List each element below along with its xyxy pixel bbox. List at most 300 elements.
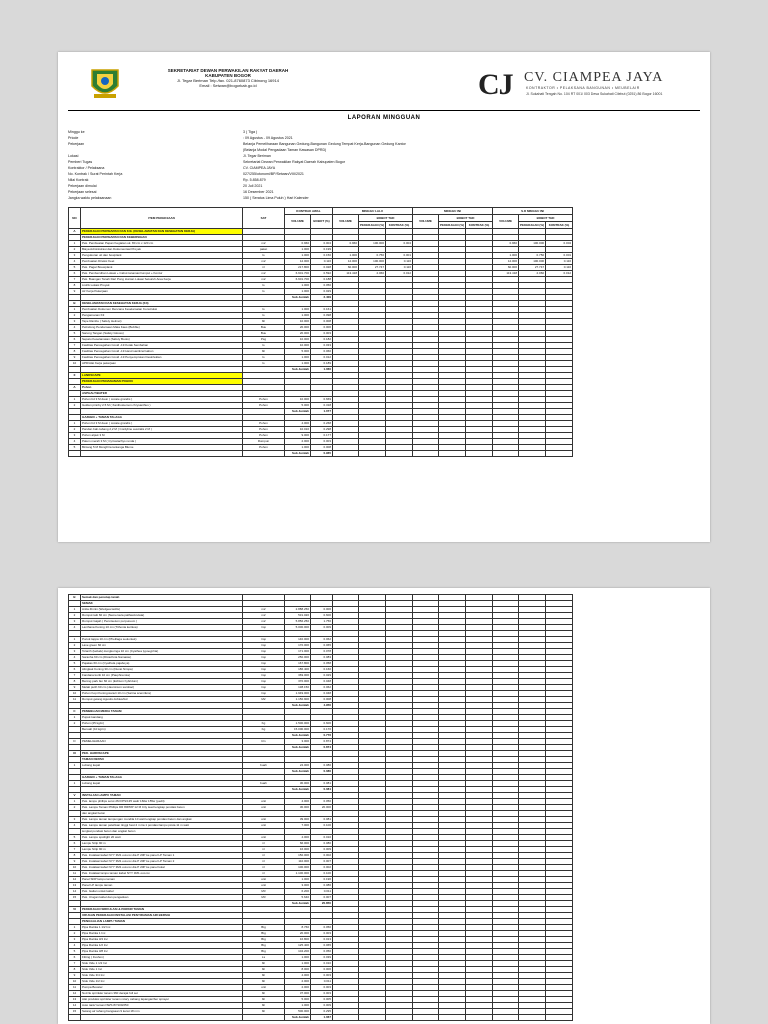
cell-no: 8 [69,853,81,859]
cell-sat [243,1015,285,1021]
cell-sat: m' [243,265,285,271]
cell-no: 6 [69,337,81,343]
cell-item: Tape Rambu ( Safety Helmet) [81,319,243,325]
cell-no: 1 [69,421,81,427]
cell-item: APD/Alat Kerja pekerjaan [81,361,243,367]
cell-item: Pek. Galian untuk kabel [81,889,243,895]
info-value: Belanja Pemeliharaan Bangunan Gedung-Bangunan Gedung Tempat Kerja-Bangunan Gedung Kantor [243,142,406,146]
cell-no: 10 [69,691,81,697]
cell-item: Bening park fan 60 cm (Echium hybridum) [81,679,243,685]
cell-no: 11 [69,871,81,877]
cell-no: 3 [69,817,81,823]
cell-v: 2.888.250 [285,607,311,613]
table-body [69,229,573,457]
cell-lp: 2.060 [359,271,386,277]
government-address-block [138,68,318,88]
cell-item: Sepatu Keselamatan (Safety Boots) [81,337,243,343]
cell-no: 8 [69,349,81,355]
company-address: Jl. Sukahati Tengah No. 104 RT 001/ 003 Desa Sukahati Cilebut (0251) 86 Bogor 16001 [526,92,663,96]
cell-item: Lampu Strip 90 m [81,847,243,853]
cell-no: III [69,751,81,757]
cell-sat: Pohon [243,421,285,427]
cell-v: 4.000 [285,421,311,427]
cell-v: 9.000 [285,433,311,439]
cell-b: 1.067 [311,1015,333,1021]
cell-v: 3.000 [285,883,311,889]
cell-no: A [69,385,81,391]
project-info [68,129,700,207]
cell-v: 6.601.700 [285,271,311,277]
cell-no: 4 [69,325,81,331]
cell-item: Pek. lampu phillips sorot 2M FPS/135 watt/ 160w 155w (pedit) [81,799,243,805]
info-label: Nilai Kontrak [68,178,89,182]
cell-no: 2 [69,805,81,811]
cell-no: 4 [69,625,81,631]
cell-sat: rmp [243,685,285,691]
cell-item: Pek. Pembersihan Lokasi + Cabut tanaman/rumput + Kontur [81,271,243,277]
cell-ip [439,1015,466,1021]
report-title: LAPORAN MINGGUAN [347,115,421,121]
cell-no: 6 [69,667,81,673]
cell-no: 1 [69,397,81,403]
progress-table-page-2 [68,594,573,1021]
cell-b: 0.006 [311,967,333,973]
cell-no: 1 [69,637,81,643]
cell-b: 0.062 [311,637,333,643]
cell-b: 0.776 [311,733,333,739]
cell-v: 1.000 [285,247,311,253]
cell-v: 8.000 [285,967,311,973]
cell-no: 1 [69,241,81,247]
cell-no: 7 [69,343,81,349]
cell-b: 0.062 [311,685,333,691]
cell-no: 7 [69,673,81,679]
info-label: Pekerjaan dimulai [68,184,97,188]
cell-sat: buah [243,781,285,787]
col-sd-minggu-ini: S.D MINGGU INI [493,208,573,215]
cell-item: GAZEBO + TAMAN TALAGA [81,775,243,781]
cell-v: 1.100.000 [285,871,311,877]
cell-item: Auto tank/ taman NWS 87/100/250 [81,1003,243,1009]
cell-no: 10 [69,865,81,871]
cell-item: Pek. Lampu spotlight 20 watt [81,835,243,841]
cell-sat: Psg [243,337,285,343]
cell-sat: m2 [243,613,285,619]
cell-lk: 0.001 [386,253,413,259]
cell-b: 0.295 [311,1009,333,1015]
cell-v: 20.000 [285,325,311,331]
info-value: Rp. 5.858.879 [243,178,266,182]
cell-item: Pembuatan Dokumen Rencana Keselamatan Konstruksi [81,307,243,313]
cell-b: 0.080 [311,769,333,775]
cell-item: Pompa Booster [81,985,243,991]
cell-item: PENGGALIAN LAMPU TAMAN [81,919,243,925]
cell-b: 0.011 [311,979,333,985]
cell-item: lengkat pondasi beton dan angkat beton [81,829,243,835]
cell-v: 150.000 [285,853,311,859]
cell-b: 0.048 [311,691,333,697]
info-label: Jangka waktu pelaksanaan [68,196,112,200]
cell-sat: Btg [243,925,285,931]
cell-no: 9 [69,859,81,865]
cell-v: 20.000 [285,331,311,337]
cell-lv: 0.960 [333,241,359,247]
info-label: Pekerjaan selesai [68,190,97,194]
cell-b: 1.077 [311,409,333,415]
cell-sat: unit [243,823,285,829]
cell-item: Pupuk kandang [81,715,243,721]
cell-sat: m' [243,847,285,853]
cell-v: 15.000.000 [285,727,311,733]
cell-v: 369.000 [285,673,311,679]
col-bobot-thd: BOBOT THD [519,215,573,222]
cell-item: Pohon bd 3 M daun ( cocate grandis ) [81,397,243,403]
cell-item: Pipa Rucika 3/8 Inc [81,949,243,955]
cell-no: 12 [69,877,81,883]
regency-emblem-icon [88,68,122,100]
cell-sp: 100.000 [519,259,546,265]
cell-v: 370.000 [285,679,311,685]
cell-v: 12.000 [285,259,311,265]
cell-item: Pek. Buangan Tanah Dari Pong Hunian Lokasi Sekuruh Area Kerja [81,277,243,283]
cell-b: 0.177 [311,433,333,439]
cell-v: 37.000 [285,991,311,997]
cell-b: 0.048 [311,679,333,685]
cell-no: 5 [69,835,81,841]
cell-b: 0.010 [311,961,333,967]
cell-item: Fasilitas Pencegahan Covid -19 Kotak Sembahan [81,343,243,349]
cell-sat: unit [243,835,285,841]
cell-no: 3 [69,649,81,655]
cell-b: 0.086 [311,883,333,889]
cell-sat: bh [243,973,285,979]
cell-b: 0.669 [311,397,333,403]
cell-v: 4.000 [285,973,311,979]
cell-item: Stok Vide 1/2 Inc [81,979,243,985]
cell-sat: Btg [243,943,285,949]
info-label: Lokasi [68,154,79,158]
cell-lv: 113.418 [333,271,359,277]
cell-item: Pek. Pagar Bouwplank [81,265,243,271]
cell-sat [243,451,285,457]
cell-item: PEKERJAAN PERSIAPAN DAN KEBERSIHAN [81,235,243,241]
cell-item: Palem merah 3 M ( Cyrtostachys renda ) [81,439,243,445]
cell-b: 0.007 [311,895,333,901]
col-bobot: BOBOT (%) [311,215,333,229]
cell-no: B [69,595,81,601]
cell-item: Listrik Lokasi Proyek [81,283,243,289]
cell-no: VI [69,907,81,913]
cell-b: 0.007 [311,859,333,865]
cell-sat: Ls [243,955,285,961]
cell-b: 0.058 [311,661,333,667]
cell-b: 0.874 [311,739,333,745]
cell-lp: 27.747 [359,265,386,271]
cell-item: Pipa Rucika 1 1/2 Inc [81,925,243,931]
info-label: Kontraktor / Pelaksana [68,166,105,170]
cell-v: 6.601.700 [285,277,311,283]
cell-item: Golden pinnby 2.5 M ( Xanthostemon chrysanthus ) [81,403,243,409]
cell-no: 2 [69,247,81,253]
cell-v: 1.000 [285,1003,311,1009]
cell-item: Pengukuran uit dan bowplank [81,253,243,259]
cell-no: 1 [69,763,81,769]
cell-b: 0.083 [311,655,333,661]
cell-item: Panel LP lampu taman [81,883,243,889]
cell-v: 1.949.000 [285,691,311,697]
cell-v: 140.000 [285,637,311,643]
cell-v: 16.800 [285,937,311,943]
cell-b: 0.160 [311,667,333,673]
col-kontrak: KONTRAK (%) [386,222,413,229]
info-value: Sekretariat Dewan Perwakilan Rakyat Daerah Kabupaten Bogor [243,160,346,164]
info-label: Pekerjaan [68,142,85,146]
company-tagline: KONTRAKTOR • PELAKSANA BANGUNAN • MEUBELAIR [526,86,640,90]
cell-item: Pembuatan Direksi Keet [81,259,243,265]
cell-v: 1.000 [285,955,311,961]
cell-item: Pelindung Pendamaan Mata Kaus (Bubble) [81,325,243,331]
cell-no: 4 [69,943,81,949]
cell-sat: Pohon [243,403,285,409]
cell-sat: m' [243,859,285,865]
cell-lp: 100.000 [359,259,386,265]
cell-b: 0.182 [311,337,333,343]
cell-no: 1 [69,607,81,613]
cell-no: 4 [69,655,81,661]
info-label: Pemberi Tugas [68,160,93,164]
cell-sat: ls [243,361,285,367]
cell-no: 1 [69,307,81,313]
cell-item: Pek. Pembuatan Papan Kegiatan uk. 80 cm x 120 cm [81,241,243,247]
cell-no: 2 [69,313,81,319]
cell-b: 0.065 [311,643,333,649]
cell-v: Sub Jumlah [285,295,311,301]
cell-sat: unit [243,883,285,889]
cell-v: Sub Jumlah [285,787,311,793]
cell-lv: 1.000 [333,253,359,259]
cell-b: 0.081 [311,781,333,787]
cell-sv: 1.000 [493,253,519,259]
cell-item: Saranha 60 cm (Dicachnia Namaste) [81,655,243,661]
cell-sat: ls [243,253,285,259]
cell-v: 167.800 [285,661,311,667]
cell-sat: unit [243,877,285,883]
cell-no: 4 [69,823,81,829]
cell-b: 0.161 [311,307,333,313]
cell-no: 1 [69,799,81,805]
cell-b: 0.050 [311,925,333,931]
cell-no: 1 [69,781,81,787]
cell-no: 14 [69,889,81,895]
cell-no: 8 [69,283,81,289]
cell-lk: 0.116 [386,259,413,265]
cell-v: 531.020 [285,613,311,619]
cell-item: Pohon (25 kg/m) [81,721,243,727]
cell-v: Sub Jumlah [285,409,311,415]
cell-v: 110.000 [285,859,311,865]
cell-sk: 0.004 [546,241,573,247]
cell-v: 1.000 [285,307,311,313]
cell-item: PEKERJAAN PERSIAPAN DAN K3L (KESELAMATAN DAN KESEHATAN KERJA) [81,229,243,235]
cell-b: 0.004 [311,241,333,247]
cell-b: 0.150 [311,253,333,259]
cell-sat: m2 [243,259,285,265]
cell-item: Pandan bali cabang 2,2 M ( Cordyline australis 2 M ) [81,427,243,433]
cell-no: 15 [69,895,81,901]
col-no: NO [69,208,81,229]
cell-sat: unit [243,805,285,811]
cell-sp: 27.747 [519,265,546,271]
cell-v: 30.000 [285,805,311,811]
cell-v: 100.000 [285,865,311,871]
cell-sv: 0.960 [493,241,519,247]
cell-item: Alingkak Kuning 30 cm (Ducat Nimpa) [81,667,243,673]
cell-b: 0.050 [311,949,333,955]
cell-no: 6 [69,271,81,277]
cell-v: 30.000 [285,781,311,787]
cell-b: 0.011 [311,889,333,895]
cell-sat: rmp [243,625,285,631]
cell-item: Rumput taiti 60 cm (Nemeroula palifasciculata) [81,613,243,619]
cell-sat: rmp [243,649,285,655]
cell-v: 39.000 [285,817,311,823]
cell-item: Pek. Instalasi kabel NYY 3M1 out-rox dia P 20P ke panel lokal [81,865,243,871]
cell-v: 4.000 [285,799,311,805]
cell-no: 2 [69,643,81,649]
cell-item: Pengamanan K3 [81,313,243,319]
cell-item: Panel SDP lampu taman [81,877,243,883]
cell-item: Stok Vide 1 1/2 Inc [81,961,243,967]
cell-v: 1.000 [285,355,311,361]
cell-sat: bh [243,319,285,325]
cell-item: Nozzle sprinkler tanam 360 derajat full set [81,991,243,997]
cell-item: Pek. Lampu Taman Phillips DR 80PRP 12 M City lead lengkap pondasi beton [81,805,243,811]
col-kontrak-awal: KONTRAK AWAL [285,208,333,215]
cell-v: Sub Jumlah [285,367,311,373]
cell-sat: rmp [243,691,285,697]
cell-item: TAMAN DEPAN [81,757,243,763]
cell-no: 3 [69,319,81,325]
cell-item: Pek. Instalasi kabel NYY 3M1 out-rox dia P 20P ke panel LP Taman 1 [81,853,243,859]
col-volume: VOLUME [413,215,439,229]
cell-b: 0.003 [311,991,333,997]
cell-item [81,451,243,457]
cell-item: Pohon [81,385,243,391]
cell-v: 20.000 [285,931,311,937]
cell-v: 7.000 [285,823,311,829]
cell-b: 20.000 [311,805,333,811]
cell-sat: Btg [243,937,285,943]
cell-sat: bh [243,1009,285,1015]
cell-v: Sub Jumlah [285,451,311,457]
cell-item: KESELAMATAN DAN KESEHATAN KERJA (K3) [81,301,243,307]
cell-sp [519,1015,546,1021]
cell-sv: 12.000 [493,259,519,265]
cell-item: Lampu Strip 90 m [81,841,243,847]
cell-item: Semak dan penutup tanah [81,595,243,601]
cell-no: 4 [69,259,81,265]
cell-item: Pucuk tappa 10 cm (Pheillaga seulontek) [81,637,243,643]
cell-no: 2 [69,427,81,433]
cell-lv [333,451,359,457]
cell-b: 0.965 [311,451,333,457]
cell-item: INSTALASI LAMPU TAMAN [81,793,243,799]
cell-sat: Buu [243,331,285,337]
cell-v: 170.000 [285,643,311,649]
cell-b: 0.268 [311,421,333,427]
cell-b: 1.060 [311,367,333,373]
cell-b: 0.060 [311,349,333,355]
cell-item: Pek. Lampu taman pelehkan tinggi hest 2 m tia 1 pondasi lampu pcsta 11 m watt [81,823,243,829]
cell-no: 2 [69,931,81,937]
cell-lk [386,451,413,457]
cell-sat: bln [243,739,285,745]
cell-sp: 0.750 [519,253,546,259]
table-body [69,595,573,1021]
cell-b: 0.009 [311,847,333,853]
cell-item: LANDSCAPE [81,373,243,379]
cell-item: Lave green 60 cm [81,643,243,649]
cell-b: 0.028 [311,265,333,271]
cell-sat: bh [243,1003,285,1009]
cell-no: 11 [69,697,81,703]
cell-b: 0.039 [311,955,333,961]
cell-v: 6.200 [285,889,311,895]
cell-b: 0.874 [311,745,333,751]
col-bobot-thd: BOBOT THD [359,215,413,222]
cell-b: 20.850 [311,901,333,907]
cell-item: PEK. HARDSCAPE [81,751,243,757]
cell-sat: Buu [243,325,285,331]
cell-item: Fandana kuriti 10 cm (Pauphrecota) [81,673,243,679]
cell-b: 0.002 [311,865,333,871]
cell-ik [466,1015,493,1021]
cell-b: 0.003 [311,439,333,445]
cell-item: Stok Vide 3/4 Inc [81,973,243,979]
cell-b: 0.298 [311,427,333,433]
cell-sat: M2 [243,697,285,703]
cell-v: 1.000 [285,961,311,967]
cell-lp: 100.000 [359,241,386,247]
gov-line-2: KABUPATEN BOGOR [205,73,251,78]
cell-b: 0.003 [311,985,333,991]
gov-line-3: Jl. Tegar Beriman Telp./fax. 021-8760873 Cibinong 16914 [177,78,279,83]
col-kontrak: KONTRAK (%) [546,222,573,229]
cell-sat: m' [243,853,285,859]
cell-b: 0.100 [311,823,333,829]
cell-lp: 0.750 [359,253,386,259]
cell-b: 0.098 [311,313,333,319]
cell-no: 12 [69,991,81,997]
cell-b: 0.003 [311,931,333,937]
cell-sat: bh [243,349,285,355]
cell-v: 16.000 [285,847,311,853]
cell-no: 2 [69,403,81,409]
cell-sk: 0.012 [546,271,573,277]
cell-sat: ls [243,313,285,319]
cell-v: 1.150.900 [285,697,311,703]
info-value: Jl. Tegar Beriman [243,154,271,158]
cell-item: Air Kerja Pekerjaan [81,289,243,295]
col-volume: VOLUME [333,215,359,229]
cell-sat: bh [243,961,285,967]
cell-no: 5 [69,661,81,667]
cell-v: 250.000 [285,655,311,661]
cell-v: 1.000 [285,361,311,367]
cell-sat: M3 [243,895,285,901]
cell-sat: unit [243,985,285,991]
cell-v: Sub Jumlah [285,745,311,751]
